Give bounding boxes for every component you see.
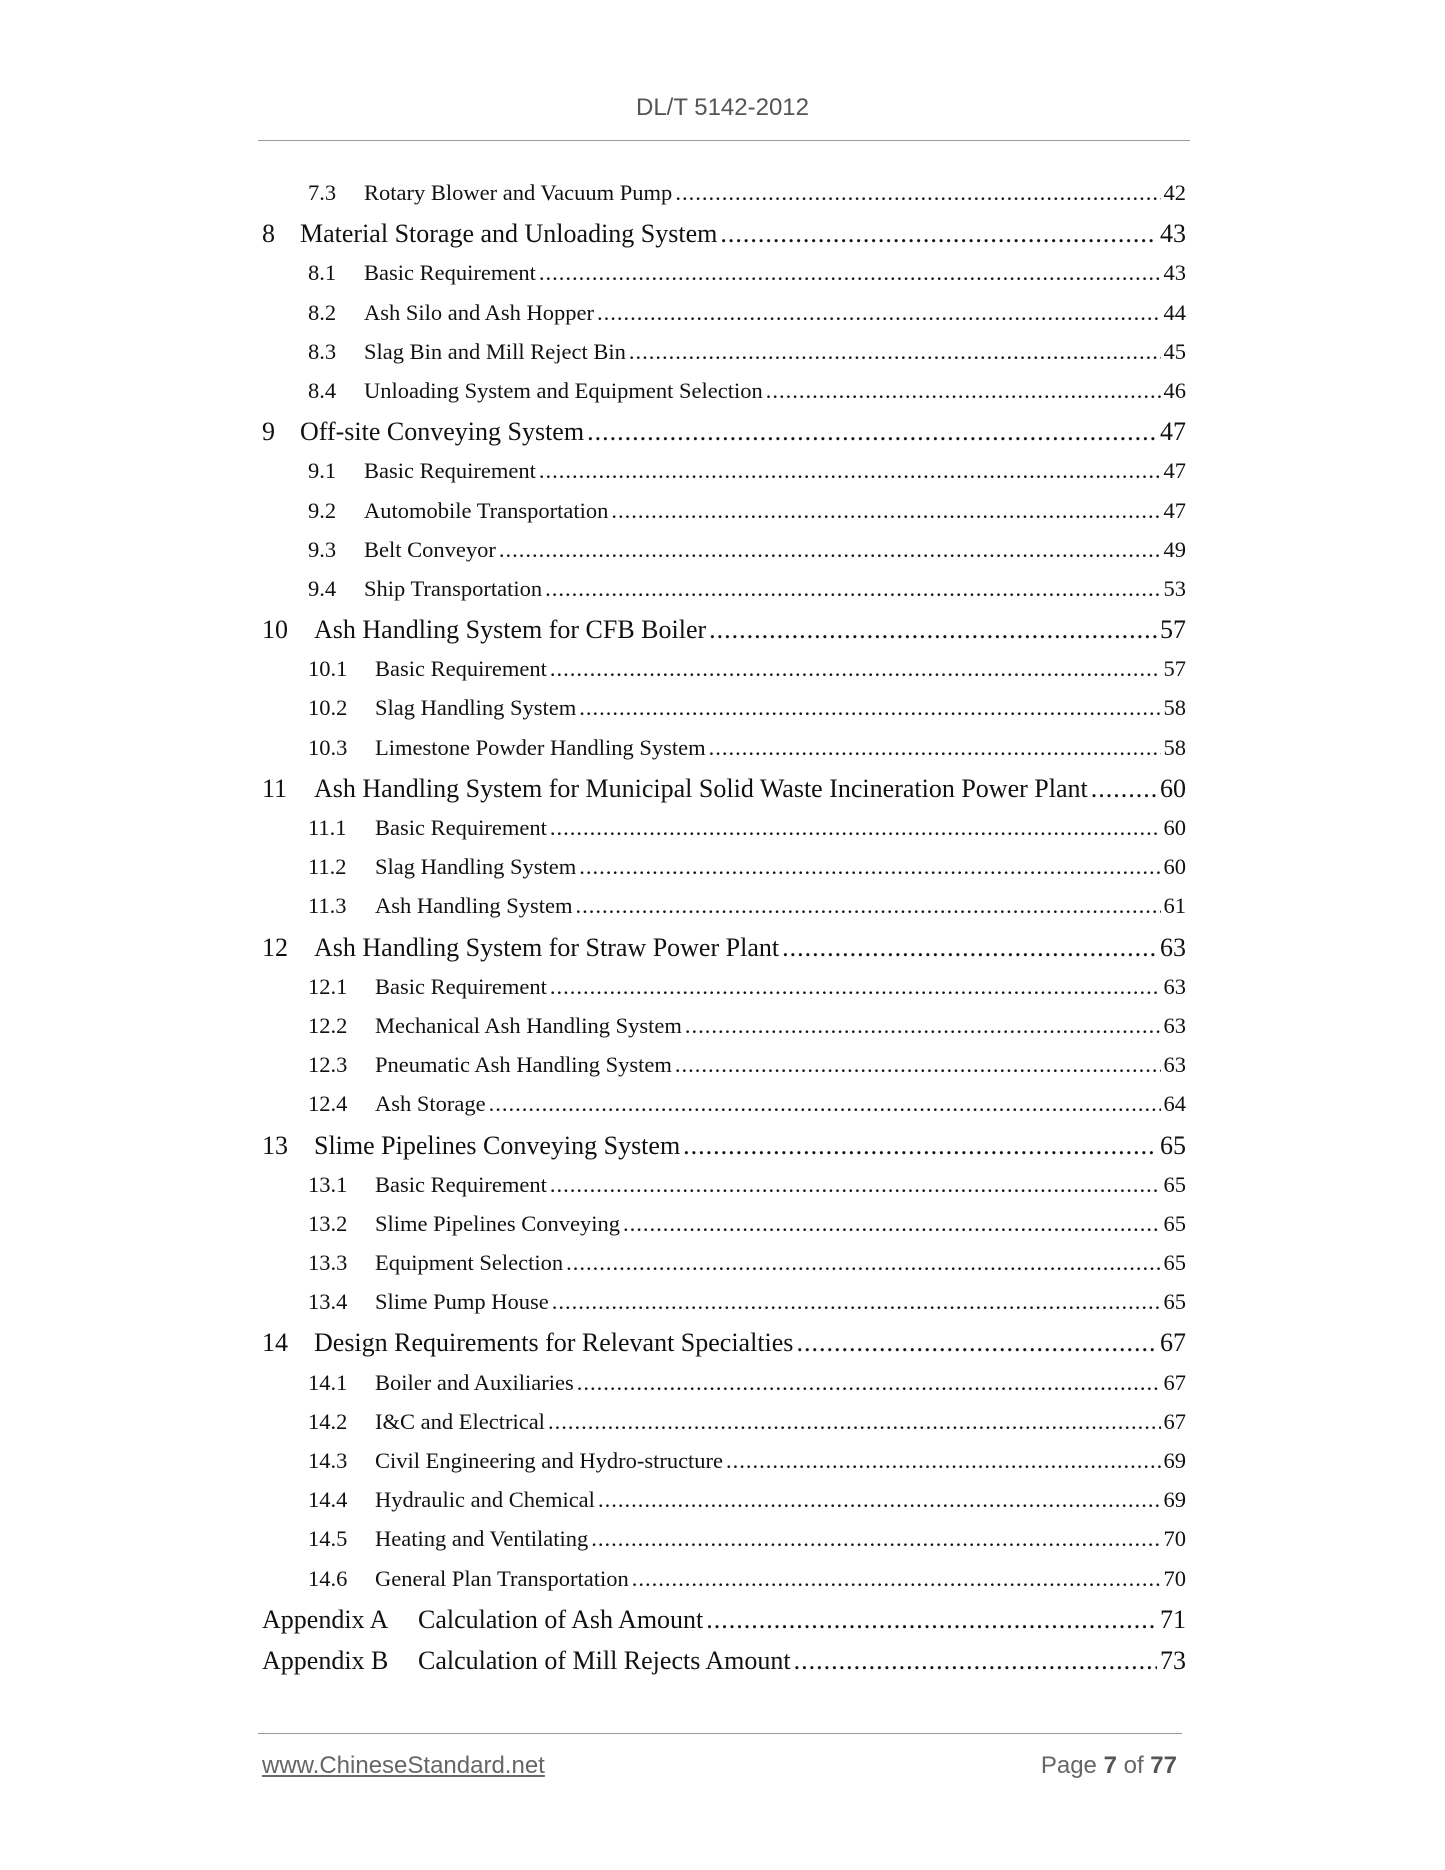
toc-page-number: 58: [1163, 695, 1186, 721]
toc-title: Material Storage and Unloading System: [300, 219, 718, 249]
toc-leader-dots: [726, 1448, 1160, 1474]
toc-leader-dots: [683, 1131, 1157, 1161]
toc-title: Slag Handling System: [375, 854, 577, 880]
toc-leader-dots: [675, 1052, 1161, 1078]
toc-page-number: 58: [1163, 734, 1186, 760]
toc-title: Equipment Selection: [375, 1250, 564, 1276]
toc-title: Calculation of Mill Rejects Amount: [418, 1645, 791, 1675]
toc-page-number: 67: [1160, 1328, 1186, 1358]
toc-page-number: 43: [1163, 260, 1186, 286]
toc-page-number: 69: [1163, 1448, 1186, 1473]
footer-divider: [258, 1733, 1182, 1734]
toc-leader-dots: [598, 1487, 1161, 1513]
toc-title: Ash Storage: [375, 1091, 486, 1117]
toc-entry-9-1[interactable]: [262, 458, 1186, 497]
toc-page-number: 57: [1160, 615, 1186, 645]
toc-entry-9-4[interactable]: [262, 576, 1186, 615]
toc-leader-dots: [489, 1091, 1161, 1117]
toc-title: Unloading System and Equipment Selection: [364, 377, 763, 403]
toc-number: 13: [262, 1130, 288, 1160]
toc-entry-14[interactable]: [262, 1328, 1186, 1369]
toc-entry-8[interactable]: [262, 219, 1186, 260]
toc-entry-8-3[interactable]: [262, 339, 1186, 378]
toc-number: 10.2: [308, 695, 348, 721]
toc-leader-dots: [623, 1211, 1161, 1237]
toc-page-number: 60: [1160, 773, 1186, 803]
toc-page-number: 60: [1163, 854, 1186, 880]
toc-number: 12.1: [308, 973, 348, 999]
toc-entry-11[interactable]: [262, 774, 1186, 815]
toc-leader-dots: [796, 1328, 1157, 1358]
toc-leader-dots: [706, 1605, 1157, 1635]
toc-page-number: 53: [1163, 575, 1186, 601]
toc-leader-dots: [611, 498, 1160, 524]
toc-page-number: 73: [1160, 1645, 1186, 1675]
toc-title: Ash Handling System for Straw Power Plant: [314, 932, 780, 962]
toc-number: 8: [262, 219, 275, 249]
toc-title: Slag Handling System: [375, 695, 577, 721]
toc-leader-dots: [579, 854, 1160, 880]
toc-number: 8.3: [308, 338, 337, 364]
toc-entry-14-6[interactable]: [262, 1566, 1186, 1605]
toc-page-number: 65: [1163, 1210, 1186, 1236]
toc-title: Hydraulic and Chemical: [375, 1487, 595, 1513]
toc-page-number: 64: [1163, 1091, 1186, 1117]
toc-number: 11.3: [308, 893, 347, 919]
toc-page-number: 65: [1160, 1130, 1186, 1160]
toc-entry-14-2[interactable]: [262, 1409, 1186, 1448]
toc-title: Off-site Conveying System: [300, 417, 585, 447]
toc-entry-12-3[interactable]: [262, 1052, 1186, 1091]
toc-leader-dots: [794, 1646, 1157, 1676]
toc-leader-dots: [632, 1566, 1161, 1592]
toc-page-number: 47: [1163, 458, 1186, 484]
toc-title: Calculation of Ash Amount: [418, 1604, 704, 1634]
toc-entry-10-3[interactable]: [262, 735, 1186, 774]
toc-page-number: 70: [1163, 1526, 1186, 1552]
toc-leader-dots: [1091, 774, 1157, 804]
toc-page-number: 47: [1160, 417, 1186, 447]
toc-entry-14-3[interactable]: [262, 1448, 1186, 1487]
footer-page-indicator: [1041, 1752, 1177, 1780]
toc-entry-13-4[interactable]: [262, 1289, 1186, 1328]
toc-title: Basic Requirement: [364, 260, 536, 286]
toc-leader-dots: [766, 378, 1161, 404]
toc-leader-dots: [548, 1409, 1161, 1435]
toc-title: Civil Engineering and Hydro-structure: [375, 1448, 724, 1473]
toc-entry-13-3[interactable]: [262, 1250, 1186, 1289]
toc-page-number: 71: [1160, 1604, 1186, 1634]
toc-entry-9-3[interactable]: [262, 537, 1186, 576]
toc-leader-dots: [591, 1526, 1160, 1552]
toc-title: Ash Handling System: [375, 893, 573, 919]
toc-page-number: 65: [1163, 1250, 1186, 1276]
toc-title: Slag Bin and Mill Reject Bin: [364, 338, 626, 364]
toc-title: Slime Pipelines Conveying System: [314, 1130, 681, 1160]
header-divider: [258, 140, 1190, 141]
toc-leader-dots: [709, 735, 1161, 761]
toc-title: Ash Handling System for CFB Boiler: [314, 615, 707, 645]
toc-title: Basic Requirement: [364, 458, 536, 484]
toc-leader-dots: [720, 219, 1157, 249]
toc-entry-8-2[interactable]: [262, 300, 1186, 339]
toc-title: Ship Transportation: [364, 575, 543, 601]
toc-title: Basic Requirement: [375, 973, 547, 999]
toc-entry-9[interactable]: [262, 417, 1186, 458]
toc-number: 14.1: [308, 1369, 348, 1395]
toc-title: Basic Requirement: [375, 656, 547, 682]
toc-page-number: 65: [1163, 1171, 1186, 1197]
toc-number: Appendix A: [262, 1604, 389, 1634]
toc-number: 10.1: [308, 656, 348, 682]
toc-entry-13[interactable]: [262, 1131, 1186, 1172]
toc-page-number: 57: [1163, 656, 1186, 682]
toc-leader-dots: [545, 576, 1160, 602]
toc-leader-dots: [566, 1250, 1160, 1276]
toc-page-number: 63: [1163, 973, 1186, 999]
toc-title: Basic Requirement: [375, 1171, 547, 1197]
toc-entry-12[interactable]: [262, 933, 1186, 974]
toc-number: 10.3: [308, 734, 348, 760]
toc-number: 14.6: [308, 1565, 348, 1591]
toc-page-number: 45: [1163, 338, 1186, 364]
toc-title: Automobile Transportation: [364, 497, 609, 523]
toc-page-number: 69: [1163, 1487, 1186, 1513]
toc-entry-10-1[interactable]: [262, 656, 1186, 695]
toc-number: 11.2: [308, 854, 347, 880]
toc-leader-dots: [552, 1289, 1161, 1315]
toc-entry-14-4[interactable]: [262, 1487, 1186, 1526]
toc-leader-dots: [597, 300, 1161, 326]
toc-leader-dots: [629, 339, 1161, 365]
toc-leader-dots: [550, 815, 1161, 841]
toc-entry-9-2[interactable]: [262, 498, 1186, 537]
toc-title: Heating and Ventilating: [375, 1526, 589, 1552]
toc-entry-appendix-b[interactable]: [262, 1646, 1186, 1687]
toc-page-number: 49: [1163, 536, 1186, 562]
toc-number: 14.5: [308, 1526, 348, 1552]
page-total: 77: [1150, 1752, 1177, 1779]
document-header-title: DL/T 5142-2012: [635, 94, 809, 121]
toc-number: 12.2: [308, 1012, 348, 1038]
toc-page-number: 63: [1163, 1012, 1186, 1038]
toc-number: 8.2: [308, 299, 337, 325]
toc-leader-dots: [685, 1013, 1161, 1039]
page-of-label: of: [1123, 1752, 1144, 1779]
toc-title: Design Requirements for Relevant Specialties: [314, 1328, 794, 1358]
toc-leader-dots: [499, 537, 1161, 563]
toc-title: Rotary Blower and Vacuum Pump: [364, 180, 673, 205]
toc-page-number: 60: [1163, 815, 1186, 840]
toc-entry-11-3[interactable]: [262, 893, 1186, 932]
toc-entry-11-2[interactable]: [262, 854, 1186, 893]
toc-number: 14.3: [308, 1448, 348, 1473]
toc-leader-dots: [577, 1370, 1161, 1396]
toc-entry-10-2[interactable]: [262, 695, 1186, 734]
toc-title: Basic Requirement: [375, 815, 547, 840]
toc-number: 13.1: [308, 1171, 348, 1197]
toc-number: 13.3: [308, 1250, 348, 1276]
toc-title: Slime Pump House: [375, 1289, 549, 1315]
toc-number: 9.2: [308, 497, 337, 523]
toc-title: Pneumatic Ash Handling System: [375, 1052, 672, 1078]
toc-number: 9: [262, 417, 275, 447]
toc-entry-12-2[interactable]: [262, 1013, 1186, 1052]
toc-entry-14-5[interactable]: [262, 1526, 1186, 1565]
toc-title: General Plan Transportation: [375, 1565, 629, 1591]
toc-page-number: 44: [1163, 299, 1186, 325]
toc-entry-7-3[interactable]: [262, 180, 1186, 219]
toc-number: 8.1: [308, 260, 337, 286]
toc-leader-dots: [539, 260, 1161, 286]
toc-number: 11: [262, 773, 288, 803]
toc-number: 11.1: [308, 815, 347, 840]
toc-number: 8.4: [308, 377, 337, 403]
toc-leader-dots: [709, 615, 1157, 645]
toc-leader-dots: [576, 893, 1161, 919]
toc-number: 12: [262, 932, 288, 962]
toc-entry-14-1[interactable]: [262, 1370, 1186, 1409]
page-current: 7: [1103, 1752, 1117, 1779]
toc-leader-dots: [587, 417, 1157, 447]
toc-leader-dots: [539, 458, 1161, 484]
toc-number: 14: [262, 1328, 288, 1358]
toc-page-number: 65: [1163, 1289, 1186, 1315]
toc-page-number: 61: [1163, 893, 1186, 919]
toc-entry-12-4[interactable]: [262, 1091, 1186, 1130]
toc-number: 12.4: [308, 1091, 348, 1117]
toc-page-number: 67: [1163, 1408, 1186, 1434]
toc-leader-dots: [550, 656, 1161, 682]
toc-title: Ash Handling System for Municipal Solid Waste Incineration Power Plant: [314, 773, 1088, 803]
toc-page-number: 63: [1163, 1052, 1186, 1078]
toc-title: Slime Pipelines Conveying: [375, 1210, 620, 1236]
toc-page-number: 67: [1163, 1369, 1186, 1395]
toc-entry-appendix-a[interactable]: [262, 1605, 1186, 1646]
toc-leader-dots: [675, 180, 1160, 206]
toc-page-number: 47: [1163, 497, 1186, 523]
toc-entry-8-4[interactable]: [262, 378, 1186, 417]
toc-number: 13.2: [308, 1210, 348, 1236]
toc-entry-12-1[interactable]: [262, 974, 1186, 1013]
toc-entry-13-2[interactable]: [262, 1211, 1186, 1250]
footer-website-link[interactable]: www.ChineseStandard.net: [262, 1752, 545, 1779]
toc-number: 14.2: [308, 1408, 348, 1434]
toc-number: 13.4: [308, 1289, 348, 1315]
toc-page-number: 46: [1163, 377, 1186, 403]
page-label: Page: [1040, 1752, 1097, 1779]
toc-number: 9.1: [308, 458, 337, 484]
toc-title: Boiler and Auxiliaries: [375, 1369, 574, 1395]
toc-leader-dots: [550, 1172, 1161, 1198]
toc-number: 10: [262, 615, 288, 645]
toc-number: 9.4: [308, 575, 337, 601]
toc-entry-10[interactable]: [262, 615, 1186, 656]
toc-page-number: 43: [1160, 219, 1186, 249]
toc-number: Appendix B: [262, 1645, 389, 1675]
table-of-contents: [262, 180, 1186, 1687]
toc-page-number: 63: [1160, 932, 1186, 962]
toc-title: I&C and Electrical: [375, 1408, 545, 1434]
toc-number: 9.3: [308, 536, 337, 562]
toc-number: 7.3: [308, 180, 337, 205]
toc-title: Limestone Powder Handling System: [375, 734, 706, 760]
toc-leader-dots: [579, 695, 1160, 721]
toc-entry-13-1[interactable]: [262, 1172, 1186, 1211]
toc-leader-dots: [550, 974, 1161, 1000]
toc-number: 12.3: [308, 1052, 348, 1078]
toc-leader-dots: [782, 933, 1157, 963]
toc-entry-8-1[interactable]: [262, 260, 1186, 299]
toc-number: 14.4: [308, 1487, 348, 1513]
toc-entry-11-1[interactable]: [262, 815, 1186, 854]
toc-page-number: 70: [1163, 1565, 1186, 1591]
toc-title: Ash Silo and Ash Hopper: [364, 299, 594, 325]
toc-title: Mechanical Ash Handling System: [375, 1012, 682, 1038]
toc-page-number: 42: [1163, 180, 1186, 205]
toc-title: Belt Conveyor: [364, 536, 496, 562]
